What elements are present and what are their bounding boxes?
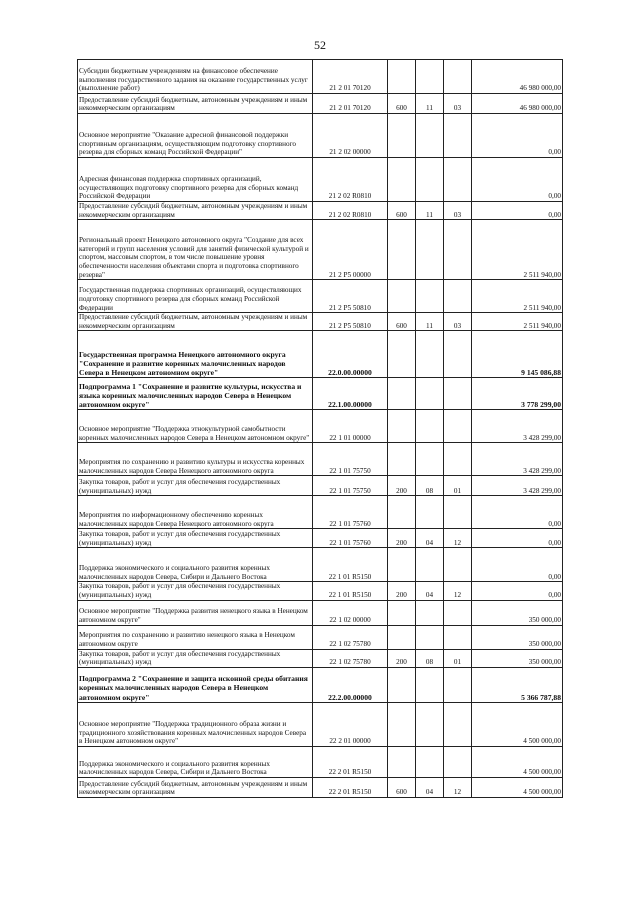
row-expense-type: 200 [388, 582, 416, 600]
row-section: 04 [416, 529, 444, 548]
row-target-code: 22 2 01 R5150 [313, 777, 388, 797]
row-amount: 0,00 [472, 548, 563, 582]
row-name: Закупка товаров, работ и услуг для обеспечения государственных (муниципальных) нужд [78, 476, 313, 496]
table-row [78, 649, 563, 667]
row-expense-type [388, 496, 416, 529]
row-subsection: 01 [444, 476, 472, 496]
row-expense-type [388, 410, 416, 443]
row-section: 04 [416, 582, 444, 600]
budget-table [77, 59, 563, 798]
table-row [78, 702, 563, 746]
row-expense-type: 200 [388, 529, 416, 548]
table-row [78, 410, 563, 443]
table-row [78, 496, 563, 529]
row-target-code: 22 1 02 00000 [313, 600, 388, 625]
row-amount: 2 511 940,00 [472, 313, 563, 331]
row-section [416, 667, 444, 702]
row-amount: 4 500 000,00 [472, 702, 563, 746]
row-section [416, 548, 444, 582]
row-expense-type [388, 746, 416, 777]
row-expense-type: 600 [388, 202, 416, 220]
row-subsection: 03 [444, 202, 472, 220]
row-expense-type [388, 548, 416, 582]
row-name: Региональный проект Ненецкого автономного округа "Создание для всех категорий и групп населения условий для занятий физической культурой и спортом, массовым спортом, в том числе повышение уровня обеспеченности населения объектами спорта и подготовка спортивного резерва" [78, 220, 313, 280]
row-section: 08 [416, 476, 444, 496]
row-name: Закупка товаров, работ и услуг для обеспечения государственных (муниципальных) нужд [78, 529, 313, 548]
row-expense-type: 600 [388, 777, 416, 797]
row-section: 11 [416, 202, 444, 220]
row-name: Основное мероприятие "Оказание адресной финансовой поддержки спортивным организациям, осуществляющим подготовку спортивного резерва для сборных команд Российской Федерации" [78, 114, 313, 158]
row-subsection [444, 746, 472, 777]
row-expense-type [388, 443, 416, 476]
row-expense-type [388, 60, 416, 94]
table-row [78, 667, 563, 702]
row-name: Закупка товаров, работ и услуг для обеспечения государственных (муниципальных) нужд [78, 649, 313, 667]
row-subsection: 12 [444, 582, 472, 600]
row-name: Поддержка экономического и социального развития коренных малочисленных народов Севера, Сибири и Дальнего Востока [78, 746, 313, 777]
row-target-code: 21 2 01 70120 [313, 60, 388, 94]
row-amount: 350 000,00 [472, 600, 563, 625]
table-row [78, 548, 563, 582]
row-expense-type [388, 378, 416, 410]
row-name: Мероприятия по информационному обеспечению коренных малочисленных народов Севера Ненецкого автономного округа [78, 496, 313, 529]
table-row [78, 777, 563, 797]
row-amount: 3 428 299,00 [472, 443, 563, 476]
row-section [416, 331, 444, 378]
row-section [416, 625, 444, 649]
row-amount: 4 500 000,00 [472, 777, 563, 797]
row-subsection [444, 280, 472, 313]
row-name: Государственная программа Ненецкого автономного округа "Сохранение и развитие коренных малочисленных народов Севера в Ненецком автономном округе" [78, 331, 313, 378]
row-target-code: 22.2.00.00000 [313, 667, 388, 702]
row-amount: 9 145 086,88 [472, 331, 563, 378]
row-expense-type: 600 [388, 94, 416, 114]
row-name: Поддержка экономического и социального развития коренных малочисленных народов Севера, Сибири и Дальнего Востока [78, 548, 313, 582]
row-amount: 3 778 299,00 [472, 378, 563, 410]
row-section [416, 702, 444, 746]
table-row [78, 476, 563, 496]
row-target-code: 22 2 01 R5150 [313, 746, 388, 777]
row-subsection [444, 667, 472, 702]
row-amount: 2 511 940,00 [472, 280, 563, 313]
row-name: Основное мероприятие "Поддержка развития ненецкого языка в Ненецком автономном округе" [78, 600, 313, 625]
row-subsection: 03 [444, 313, 472, 331]
row-amount: 0,00 [472, 529, 563, 548]
row-subsection [444, 600, 472, 625]
row-amount: 46 980 000,00 [472, 60, 563, 94]
row-amount: 0,00 [472, 158, 563, 202]
row-section [416, 443, 444, 476]
row-name: Адресная финансовая поддержка спортивных организаций, осуществляющих подготовку спортивного резерва для сборных команд Российской Федерации [78, 158, 313, 202]
row-subsection [444, 443, 472, 476]
row-section [416, 410, 444, 443]
row-expense-type [388, 667, 416, 702]
row-subsection [444, 60, 472, 94]
row-subsection [444, 548, 472, 582]
table-row [78, 746, 563, 777]
row-target-code: 22 1 02 75780 [313, 649, 388, 667]
table-row [78, 220, 563, 280]
row-name: Предоставление субсидий бюджетным, автономным учреждениям и иным некоммерческим организациям [78, 94, 313, 114]
row-target-code: 21 2 P5 00000 [313, 220, 388, 280]
row-amount: 3 428 299,00 [472, 476, 563, 496]
row-section [416, 220, 444, 280]
budget-table-body [78, 60, 563, 798]
row-amount: 3 428 299,00 [472, 410, 563, 443]
row-amount: 2 511 940,00 [472, 220, 563, 280]
table-row [78, 378, 563, 410]
row-section [416, 158, 444, 202]
table-row [78, 529, 563, 548]
row-subsection: 03 [444, 94, 472, 114]
row-section: 11 [416, 94, 444, 114]
row-target-code: 21 2 02 R0810 [313, 158, 388, 202]
row-amount: 0,00 [472, 582, 563, 600]
row-section [416, 280, 444, 313]
row-name: Основное мероприятие "Поддержка традиционного образа жизни и традиционного хозяйствования коренных малочисленных народов Севера в Ненецком автономном округе" [78, 702, 313, 746]
row-amount: 5 366 787,88 [472, 667, 563, 702]
row-subsection [444, 331, 472, 378]
row-target-code: 21 2 P5 50810 [313, 280, 388, 313]
page-number: 52 [314, 38, 326, 52]
row-target-code: 21 2 02 00000 [313, 114, 388, 158]
row-subsection [444, 702, 472, 746]
row-target-code: 22 1 01 75750 [313, 476, 388, 496]
row-section [416, 496, 444, 529]
row-amount: 0,00 [472, 114, 563, 158]
table-row [78, 582, 563, 600]
table-row [78, 600, 563, 625]
row-subsection [444, 220, 472, 280]
row-expense-type [388, 114, 416, 158]
row-expense-type [388, 331, 416, 378]
row-subsection [444, 496, 472, 529]
row-target-code: 22 1 01 R5150 [313, 548, 388, 582]
row-expense-type [388, 280, 416, 313]
row-subsection [444, 114, 472, 158]
row-target-code: 22 1 01 00000 [313, 410, 388, 443]
row-name: Предоставление субсидий бюджетным, автономным учреждениям и иным некоммерческим организациям [78, 777, 313, 797]
row-target-code: 22.0.00.00000 [313, 331, 388, 378]
row-target-code: 22 1 01 75760 [313, 529, 388, 548]
row-amount: 350 000,00 [472, 625, 563, 649]
row-subsection: 12 [444, 529, 472, 548]
table-row [78, 625, 563, 649]
row-amount: 46 980 000,00 [472, 94, 563, 114]
row-name: Мероприятия по сохранению и развитию культуры и искусства коренных малочисленных народов Севера Ненецкого автономного округа [78, 443, 313, 476]
row-target-code: 22.1.00.00000 [313, 378, 388, 410]
row-section [416, 378, 444, 410]
row-target-code: 22 1 02 75780 [313, 625, 388, 649]
row-expense-type [388, 625, 416, 649]
row-target-code: 21 2 01 70120 [313, 94, 388, 114]
table-row [78, 280, 563, 313]
row-name: Мероприятия по сохранению и развитию ненецкого языка в Ненецком автономном округе [78, 625, 313, 649]
row-section [416, 60, 444, 94]
row-expense-type [388, 600, 416, 625]
row-amount: 0,00 [472, 202, 563, 220]
table-row [78, 313, 563, 331]
row-target-code: 22 2 01 00000 [313, 702, 388, 746]
row-amount: 350 000,00 [472, 649, 563, 667]
row-target-code: 22 1 01 75750 [313, 443, 388, 476]
row-target-code: 22 1 01 R5150 [313, 582, 388, 600]
row-name: Закупка товаров, работ и услуг для обеспечения государственных (муниципальных) нужд [78, 582, 313, 600]
row-subsection [444, 378, 472, 410]
row-name: Предоставление субсидий бюджетным, автономным учреждениям и иным некоммерческим организациям [78, 202, 313, 220]
row-target-code: 21 2 P5 50810 [313, 313, 388, 331]
row-subsection: 12 [444, 777, 472, 797]
table-row [78, 158, 563, 202]
table-row [78, 202, 563, 220]
row-amount: 4 500 000,00 [472, 746, 563, 777]
row-target-code: 22 1 01 75760 [313, 496, 388, 529]
row-expense-type [388, 220, 416, 280]
row-name: Субсидии бюджетным учреждениям на финансовое обеспечение выполнения государственного задания на оказание государственных услуг (выполнение работ) [78, 60, 313, 94]
row-section: 08 [416, 649, 444, 667]
table-row [78, 94, 563, 114]
row-target-code: 21 2 02 R0810 [313, 202, 388, 220]
row-expense-type: 200 [388, 476, 416, 496]
row-subsection [444, 410, 472, 443]
row-section: 11 [416, 313, 444, 331]
row-expense-type [388, 158, 416, 202]
row-expense-type: 600 [388, 313, 416, 331]
table-row [78, 60, 563, 94]
row-subsection: 01 [444, 649, 472, 667]
table-row [78, 331, 563, 378]
row-name: Основное мероприятие "Поддержка этнокультурной самобытности коренных малочисленных народов Севера в Ненецком автономном округе" [78, 410, 313, 443]
row-section [416, 746, 444, 777]
row-name: Государственная поддержка спортивных организаций, осуществляющих подготовку спортивного резерва для сборных команд Российской Федерации [78, 280, 313, 313]
row-amount: 0,00 [472, 496, 563, 529]
row-subsection [444, 625, 472, 649]
table-row [78, 443, 563, 476]
row-expense-type: 200 [388, 649, 416, 667]
table-row [78, 114, 563, 158]
row-section [416, 600, 444, 625]
row-section [416, 114, 444, 158]
row-name: Предоставление субсидий бюджетным, автономным учреждениям и иным некоммерческим организациям [78, 313, 313, 331]
row-expense-type [388, 702, 416, 746]
row-name: Подпрограмма 1 "Сохранение и развитие культуры, искусства и языка коренных малочисленных народов Севера в Ненецком автономном округе" [78, 378, 313, 410]
row-name: Подпрограмма 2 "Сохранение и защита исконной среды обитания коренных малочисленных народов Севера в Ненецком автономном округе" [78, 667, 313, 702]
row-subsection [444, 158, 472, 202]
row-section: 04 [416, 777, 444, 797]
